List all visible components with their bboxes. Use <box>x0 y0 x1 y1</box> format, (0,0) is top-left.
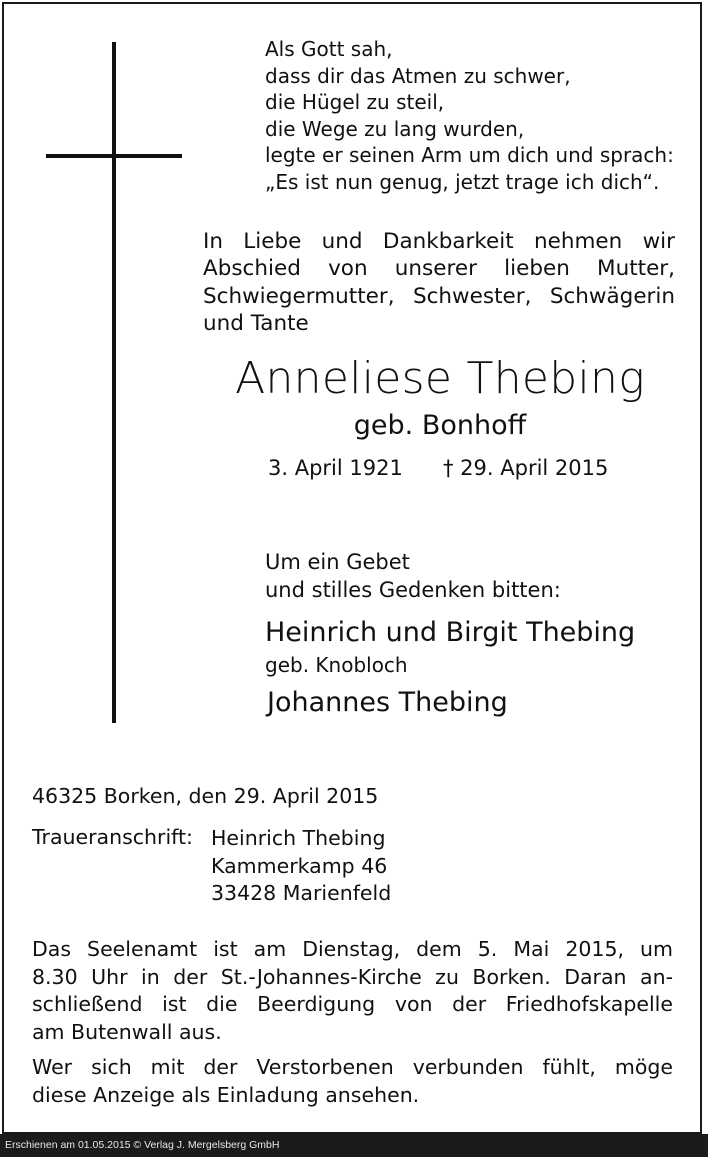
family-member-2: Johannes Thebing <box>267 687 508 718</box>
intro-line: In Liebe und Dankbarkeit nehmen wir <box>203 229 675 254</box>
prayer-line: Um ein Gebet <box>265 550 410 574</box>
service-line: Das Seelenamt ist am Dienstag, dem 5. Mai 2015, um <box>32 937 673 961</box>
death-date: † 29. April 2015 <box>443 456 609 480</box>
intro-line: Abschied von unserer lieben Mutter, <box>203 256 675 282</box>
intro-text <box>203 228 675 337</box>
service-line: schließend ist die Beerdigung von der Friedhofskapelle <box>32 992 673 1016</box>
prayer-line: und stilles Gedenken bitten: <box>265 577 561 602</box>
poem <box>265 36 674 196</box>
poem-line: dass dir das Atmen zu schwer, <box>265 63 571 88</box>
intro-line: Schwiegermutter, Schwester, Schwägerin <box>203 283 675 309</box>
service-line: 8.30 Uhr in der St.-Johannes-Kirche zu Borken. Daran an- <box>32 964 673 989</box>
address-line: Kammerkamp 46 <box>211 853 388 878</box>
mourning-address <box>211 825 391 908</box>
address-line: Heinrich Thebing <box>211 826 386 850</box>
birth-date: 3. April 1921 <box>268 456 403 480</box>
publication-note: Erschienen am 01.05.2015 © Verlag J. Mergelsberg GmbH <box>5 1139 280 1151</box>
family-member-1-maiden-name: geb. Knobloch <box>265 653 408 677</box>
deceased-name: Anneliese Thebing <box>235 353 645 404</box>
poem-line: legte er seinen Arm um dich und sprach: <box>265 143 674 168</box>
cross-icon-vertical-beam <box>112 42 116 723</box>
deceased-maiden-name: geb. Bonhoff <box>353 410 527 441</box>
address-label: Traueranschrift: <box>32 825 193 849</box>
poem-line: die Wege zu lang wurden, <box>265 116 525 141</box>
poem-line: die Hügel zu steil, <box>265 90 445 115</box>
invitation-line: diese Anzeige als Einladung ansehen. <box>32 1082 420 1107</box>
address-line: 33428 Marienfeld <box>211 881 392 905</box>
service-line: am Butenwall aus. <box>32 1019 222 1044</box>
service-paragraph <box>32 936 673 1046</box>
poem-line: „Es ist nun genug, jetzt trage ich dich“. <box>265 169 660 194</box>
footer-bar <box>0 1134 708 1157</box>
invitation-line: Wer sich mit der Verstorbenen verbunden fühlt, möge <box>32 1055 673 1079</box>
place-date: 46325 Borken, den 29. April 2015 <box>32 784 379 808</box>
family-member-1: Heinrich und Birgit Thebing <box>265 617 636 648</box>
intro-line: und Tante <box>203 310 309 336</box>
poem-line: Als Gott sah, <box>265 37 393 61</box>
prayer-request <box>265 549 561 604</box>
cross-icon-horizontal-beam <box>46 154 182 158</box>
service-info <box>32 936 673 1109</box>
invitation-paragraph <box>32 1054 673 1109</box>
